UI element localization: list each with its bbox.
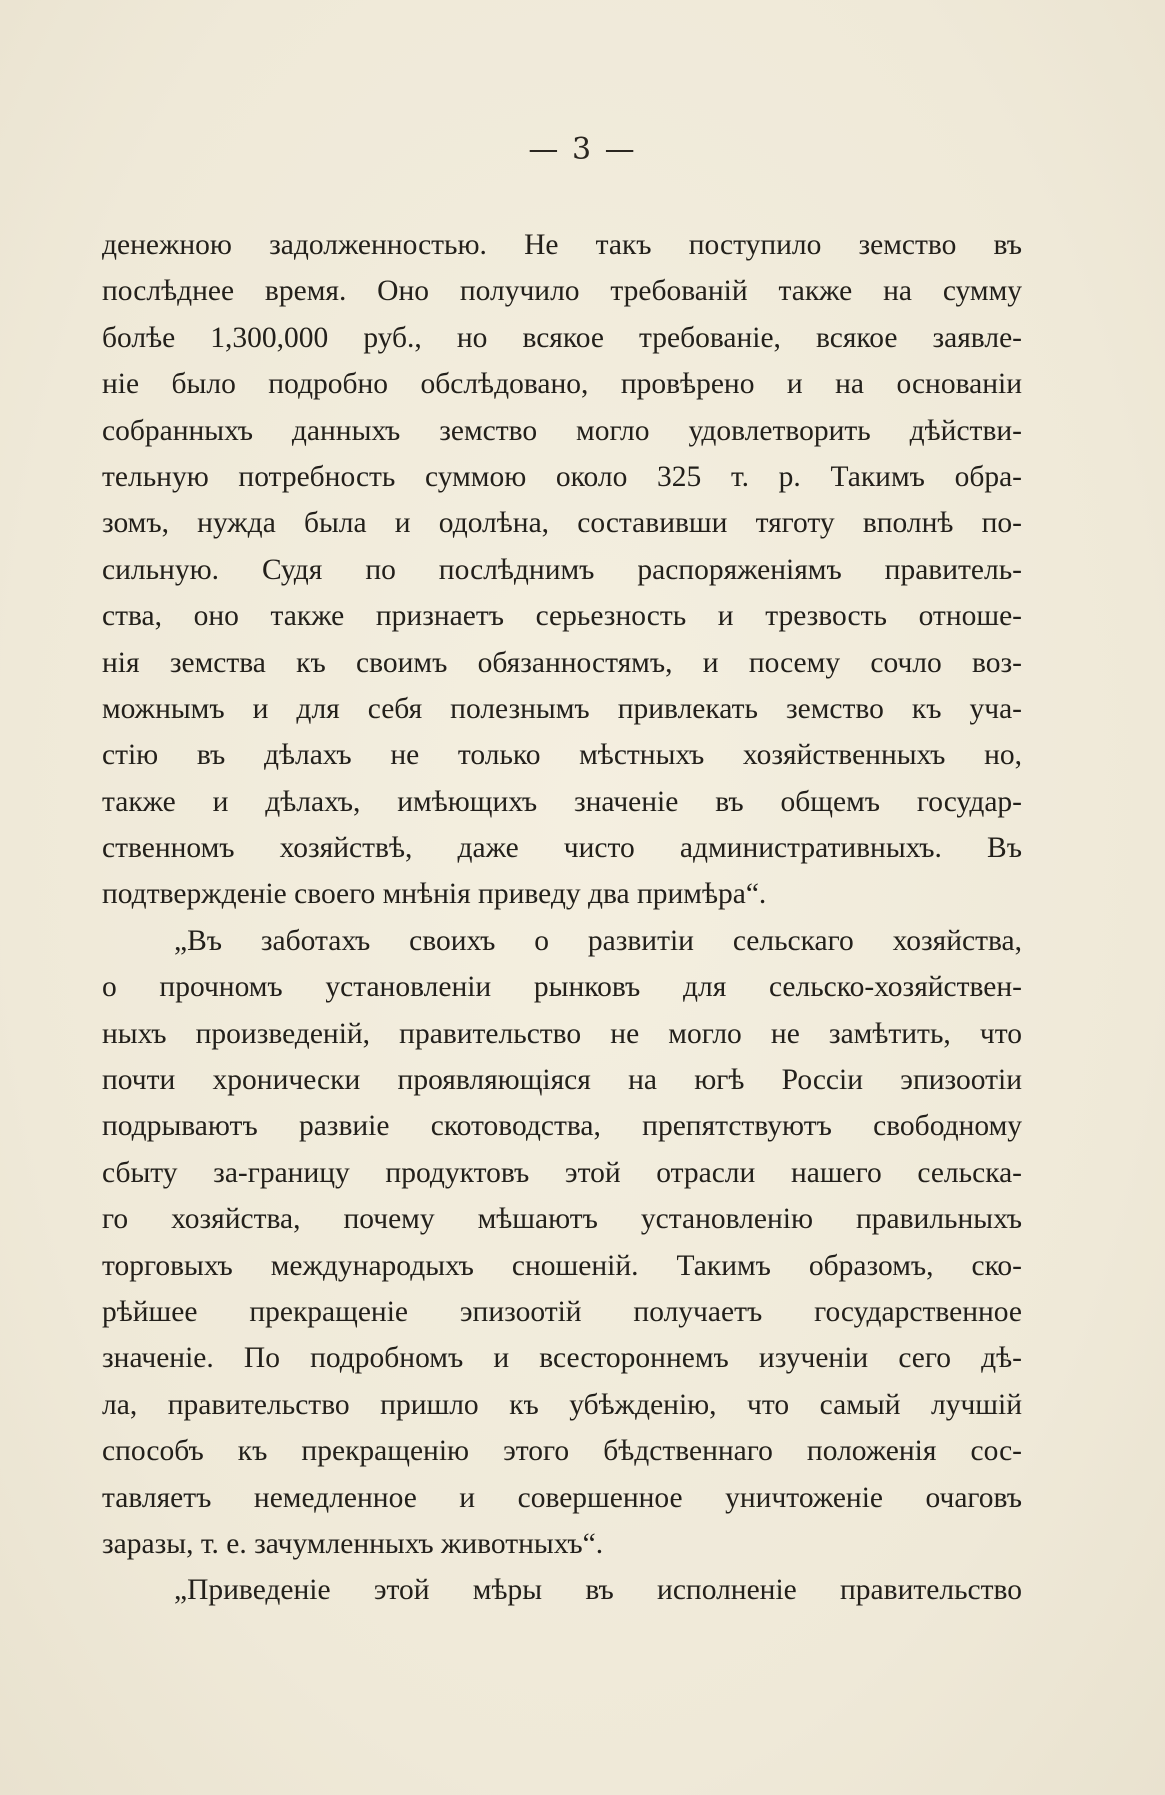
text-line: рѣйшее прекращеніе эпизоотій получаетъ государственное xyxy=(102,1295,1022,1328)
text-line: послѣднее время. Оно получило требованій также на сумму xyxy=(102,275,1022,308)
text-line: денежною задолженностью. Не такъ поступило земство въ xyxy=(102,229,1022,261)
text-line: подтвержденіе своего мнѣнія приведу два примѣра“. xyxy=(102,878,767,911)
text-line: можнымъ и для себя полезнымъ привлекать земство къ уча- xyxy=(102,692,1022,725)
text-line: заразы, т. е. зачумленныхъ животныхъ“. xyxy=(102,1527,604,1560)
text-line: значеніе. По подробномъ и всестороннемъ изученіи сего дѣ- xyxy=(102,1342,1022,1375)
text-line: зомъ, нужда была и одолѣна, составивши тяготу вполнѣ по- xyxy=(102,507,1022,540)
text-line: почти хронически проявляющіяся на югѣ Россіи эпизоотіи xyxy=(102,1064,1022,1097)
text-line: собранныхъ данныхъ земство могло удовлетворить дѣйстви- xyxy=(102,414,1022,447)
text-line: ніе было подробно обслѣдовано, провѣрено и на основаніи xyxy=(102,368,1022,401)
text-line: „Въ заботахъ своихъ о развитіи сельскаго хозяйства, xyxy=(174,924,1022,957)
text-line: болѣе 1,300,000 руб., но всякое требованіе, всякое заявле- xyxy=(102,321,1022,354)
page-number: — 3 — xyxy=(528,132,637,167)
text-line: подрываютъ развиіе скотоводства, препятствуютъ свободному xyxy=(102,1110,1022,1143)
text-line: сбыту за-границу продуктовъ этой отрасли нашего сельска- xyxy=(102,1156,1022,1189)
text-line: стію въ дѣлахъ не только мѣстныхъ хозяйственныхъ но, xyxy=(102,739,1022,772)
text-line: тавляетъ немедленное и совершенное уничтоженіе очаговъ xyxy=(102,1481,1022,1514)
text-line: го хозяйства, почему мѣшаютъ установленію правильныхъ xyxy=(102,1203,1022,1236)
text-line: торговыхъ международыхъ сношеній. Такимъ образомъ, ско- xyxy=(102,1249,1022,1282)
text-line: „Приведеніе этой мѣры въ исполненіе правительство xyxy=(174,1574,1022,1607)
text-line: ныхъ произведеній, правительство не могло не замѣтить, что xyxy=(102,1017,1022,1050)
text-line: способъ къ прекращенію этого бѣдственнаго положенія сос- xyxy=(102,1435,1022,1468)
text-line: ственномъ хозяйствѣ, даже чисто административныхъ. Въ xyxy=(102,832,1022,865)
text-line: ла, правительство пришло къ убѣжденію, что самый лучшій xyxy=(102,1388,1022,1421)
text-line: нія земства къ своимъ обязанностямъ, и посему сочло воз- xyxy=(102,646,1022,679)
text-line: тельную потребность суммою около 325 т. р. Такимъ обра- xyxy=(102,460,1022,493)
text-line: также и дѣлахъ, имѣющихъ значеніе въ общемъ государ- xyxy=(102,785,1022,818)
text-line: сильную. Судя по послѣднимъ распоряженіямъ правитель- xyxy=(102,553,1022,586)
text-line: ства, оно также признаетъ серьезность и трезвость отноше- xyxy=(102,600,1022,633)
text-line: о прочномъ установленіи рынковъ для сельско-хозяйствен- xyxy=(102,971,1022,1004)
body-text xyxy=(102,222,1022,1614)
